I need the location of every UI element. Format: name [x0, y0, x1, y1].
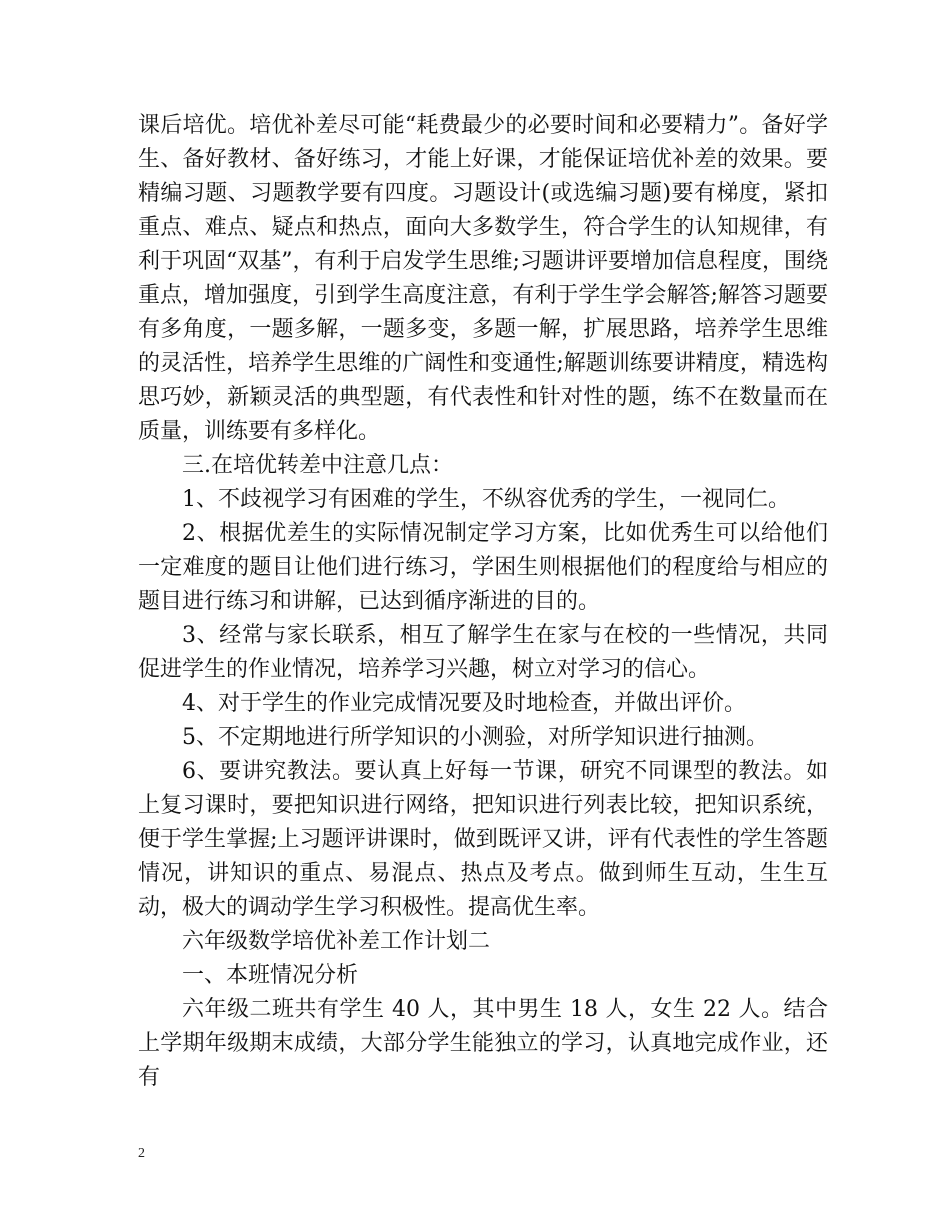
paragraph-10: 一、本班情况分析	[182, 963, 359, 988]
paragraph-4: 2、根据优差生的实际情况制定学习方案，比如优秀生可以给他们一定难度的题目让他们进行练习，学困生则根据他们的程度给与相应的题目进行练习和讲解，已达到循序渐进的目的。	[138, 521, 828, 614]
paragraph-2: 三.在培优转差中注意几点：	[182, 453, 453, 478]
paragraph-11: 六年级二班共有学生 40 人，其中男生 18 人，女生 22 人。结合上学期年级期末成绩，大部分学生能独立的学习，认真地完成作业，还有	[138, 997, 828, 1090]
paragraph-6: 4、对于学生的作业完成情况要及时地检查，并做出评价。	[182, 691, 746, 716]
paragraph-7: 5、不定期地进行所学知识的小测验，对所学知识进行抽测。	[182, 725, 768, 750]
paragraph-9: 六年级数学培优补差工作计划二	[182, 929, 491, 954]
paragraph-3: 1、不歧视学习有困难的学生，不纵容优秀的学生，一视同仁。	[182, 487, 790, 512]
paragraph-8: 6、要讲究教法。要认真上好每一节课，研究不同课型的教法。如上复习课时，要把知识进行网络，把知识进行列表比较，把知识系统，便于学生掌握;上习题评讲课时，做到既评又讲，评有代表性的学生答题情况，讲知识的重点、易混点、热点及考点。做到师生互动，生生互动，极大的调动学生学习积极性。提高优生率。	[138, 759, 828, 920]
document-body	[138, 109, 828, 1095]
paragraph-5: 3、经常与家长联系，相互了解学生在家与在校的一些情况，共同促进学生的作业情况，培养学习兴趣，树立对学习的信心。	[138, 623, 828, 682]
page-number: 2	[138, 1146, 145, 1161]
paragraph-1: 课后培优。培优补差尽可能“耗费最少的必要时间和必要精力”。备好学生、备好教材、备好练习，才能上好课，才能保证培优补差的效果。要精编习题、习题教学要有四度。习题设计(或选编习题)要有梯度，紧扣重点、难点、疑点和热点，面向大多数学生，符合学生的认知规律，有利于巩固“双基”，有利于启发学生思维;习题讲评要增加信息程度，围绕重点，增加强度，引到学生高度注意，有利于学生学会解答;解答习题要有多角度，一题多解，一题多变，多题一解，扩展思路，培养学生思维的灵活性，培养学生思维的广阔性和变通性;解题训练要讲精度，精选构思巧妙，新颖灵活的典型题，有代表性和针对性的题，练不在数量而在质量，训练要有多样化。	[138, 113, 828, 444]
